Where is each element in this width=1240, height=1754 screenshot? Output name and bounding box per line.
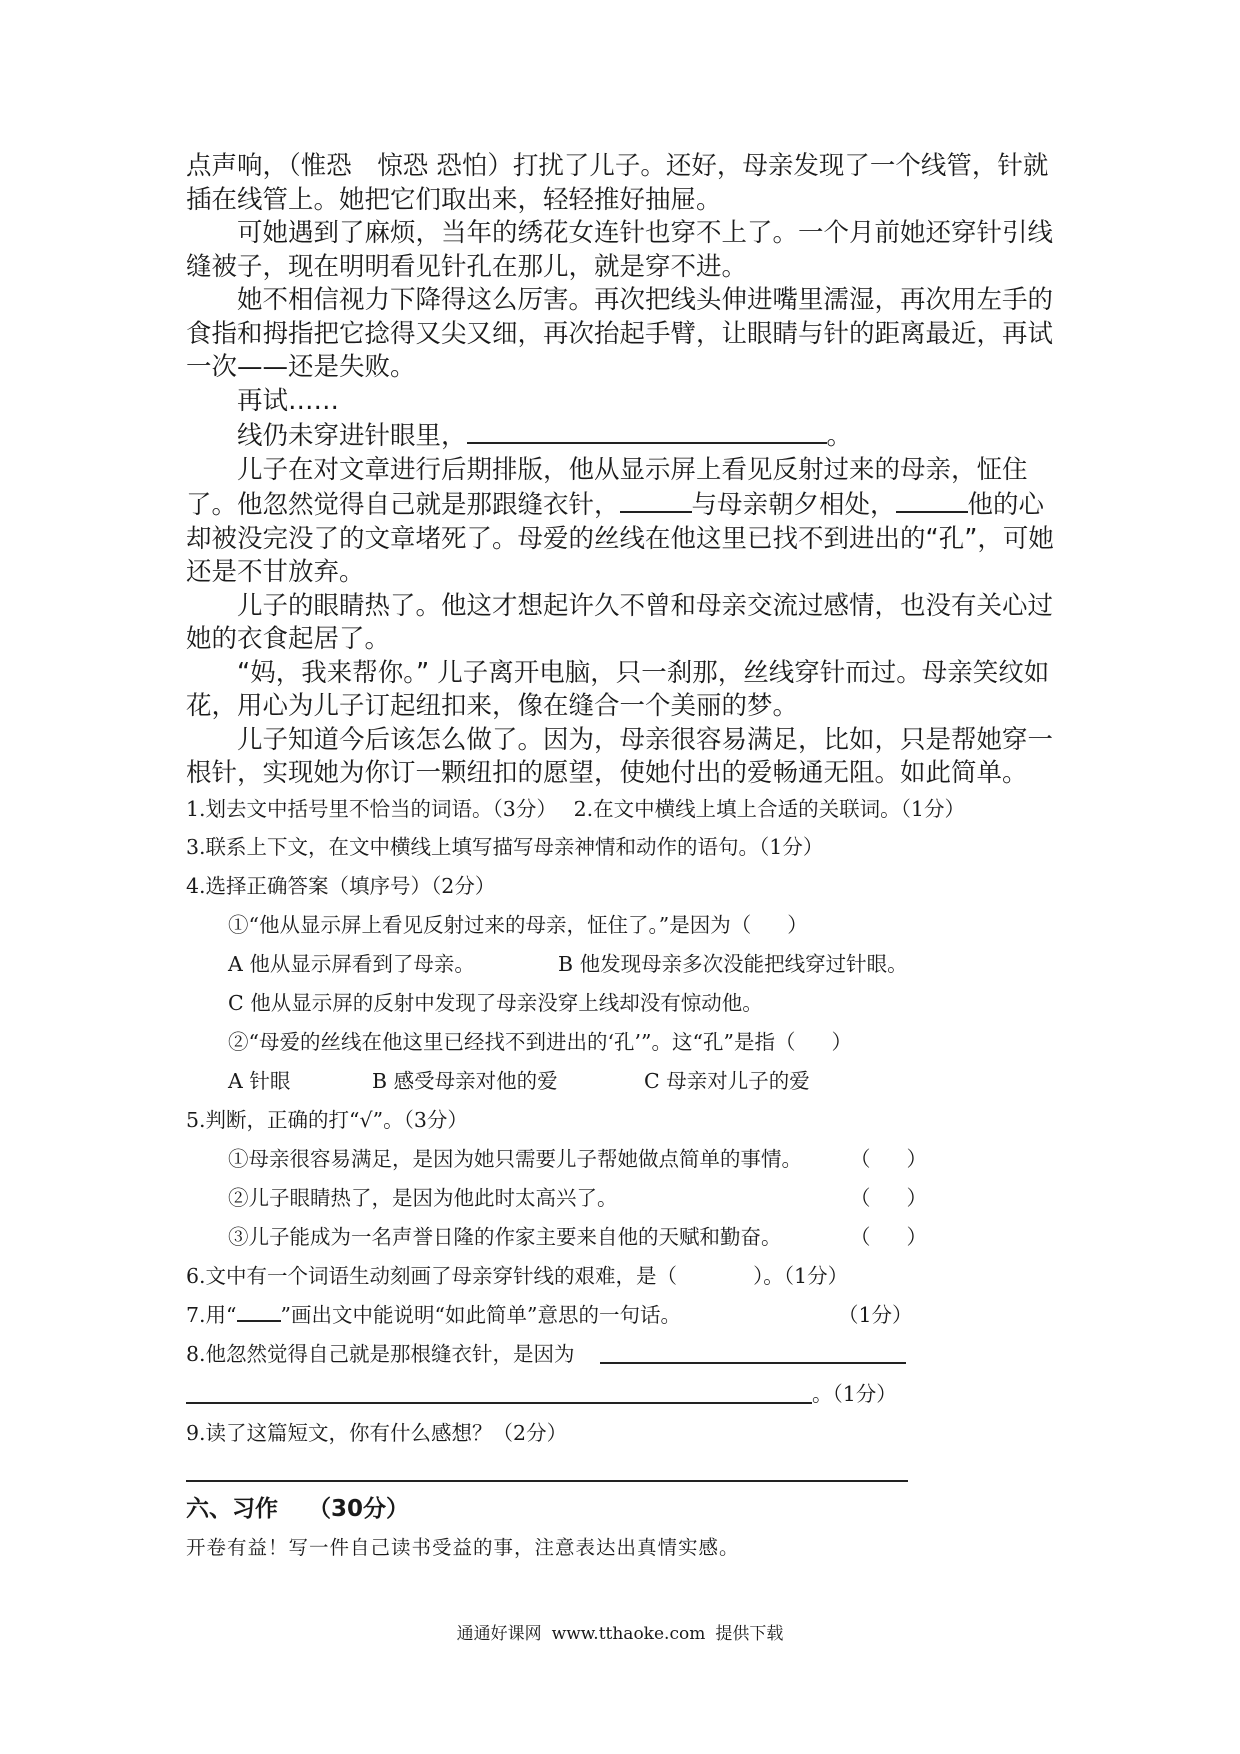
question-5-1: ①母亲很容易满足，是因为她只需要儿子帮她做点简单的事情。 xyxy=(228,1147,802,1171)
site-name: 通通好课网 xyxy=(456,1624,542,1644)
passage-text: 。 xyxy=(826,421,853,451)
section-title: 六、习作 （30分） xyxy=(186,1496,410,1522)
question-8-score: 。（1分） xyxy=(812,1382,897,1406)
question-7: 7.用“ ”画出文中能说明“如此简单”意思的一句话。 xyxy=(186,1303,681,1327)
question-8: 8.他忽然觉得自己就是那根缝衣针，是因为 xyxy=(186,1342,575,1366)
question-4: 4.选择正确答案（填序号）（2分） xyxy=(186,874,496,898)
passage-paragraph-4: 再试…… xyxy=(237,385,340,416)
fill-in-blank-conjunction-1[interactable] xyxy=(620,487,692,513)
passage-paragraph-3: 她不相信视力下降得这么厉害。再次把线头伸进嘴里濡湿，再次用左手的食指和拇指把它捻得又尖又细，再次抬起手臂，让眼睛与针的距离最近，再试一次——还是失败。 xyxy=(186,285,1054,382)
question-1-2: 1.划去文中括号里不恰当的词语。（3分） 2.在文中横线上填上合适的关联词。（1分） xyxy=(186,797,965,821)
passage-paragraph-7: 儿子的眼睛热了。他这才想起许久不曾和母亲交流过感情，也没有关心过她的衣食起居了。 xyxy=(186,590,1054,654)
judge-paren-3[interactable]: （ ） xyxy=(850,1225,927,1249)
question-4-2-option-a: A 针眼 xyxy=(228,1069,291,1093)
passage-text: 儿子在对文章进行后期排版，他从显示屏上看见反射过来的母亲，怔住了。他忽然觉得自己就是那跟缝衣针， xyxy=(186,454,1028,520)
question-4-1-option-a: A 他从显示屏看到了母亲。 xyxy=(228,952,475,976)
passage-paragraph-1: 点声响，（惟恐 惊恐 恐怕）打扰了儿子。还好，母亲发现了一个线管，针就插在线管上。她把它们取出来，轻轻推好抽屉。 xyxy=(186,151,1049,215)
underline-sample xyxy=(237,1302,281,1322)
question-6: 6.文中有一个词语生动刻画了母亲穿针线的艰难，是（ ）。（1分） xyxy=(186,1264,849,1288)
reading-passage xyxy=(186,150,1056,791)
passage-paragraph-5 xyxy=(186,418,1056,454)
question-4-2-option-c: C 母亲对儿子的爱 xyxy=(644,1069,810,1093)
question-4-2: ②“母爱的丝线在他这里已经找不到进出的‘孔’”。这“孔”是指（ ） xyxy=(228,1030,852,1054)
passage-paragraph-2: 可她遇到了麻烦，当年的绣花女连针也穿不上了。一个月前她还穿针引线缝被子，现在明明看见针孔在那儿，就是穿不进。 xyxy=(186,218,1054,282)
answer-line-q9[interactable] xyxy=(186,1480,908,1482)
passage-text: 与母亲朝夕相处， xyxy=(691,490,896,520)
question-4-1-option-b: B 他发现母亲多次没能把线穿过针眼。 xyxy=(558,952,908,976)
question-9: 9.读了这篇短文，你有什么感想？（2分） xyxy=(186,1421,568,1445)
judge-paren-2[interactable]: （ ） xyxy=(850,1186,927,1210)
question-5-2: ②儿子眼睛热了，是因为他此时太高兴了。 xyxy=(228,1186,618,1210)
passage-text: 他的心却被没完没了的文章堵死了。母爱的丝线在他这里已找不到进出的“孔”，可她还是不甘放弃。 xyxy=(186,490,1054,587)
question-4-2-option-b: B 感受母亲对他的爱 xyxy=(372,1069,558,1093)
passage-paragraph-9: 儿子知道今后该怎么做了。因为，母亲很容易满足，比如，只是帮她穿一根针，实现她为你订一颗纽扣的愿望，使她付出的爱畅通无阻。如此简单。 xyxy=(186,724,1054,788)
fill-in-blank-conjunction-2[interactable] xyxy=(896,487,968,513)
question-4-1-option-c: C 他从显示屏的反射中发现了母亲没穿上线却没有惊动他。 xyxy=(228,991,763,1015)
passage-text: 线仍未穿进针眼里， xyxy=(237,421,467,451)
question-7-score: （1分） xyxy=(838,1303,913,1327)
question-5-3: ③儿子能成为一名声誉日隆的作家主要来自他的天赋和勤奋。 xyxy=(228,1225,782,1249)
footer-credit xyxy=(0,1619,1240,1644)
answer-line-q8-2[interactable] xyxy=(186,1402,812,1404)
fill-in-blank-description[interactable] xyxy=(467,418,827,444)
passage-paragraph-8: “妈，我来帮你。” 儿子离开电脑，只一刹那，丝线穿针而过。母亲笑纹如花，用心为儿子订起纽扣来，像在缝合一个美丽的梦。 xyxy=(186,657,1050,721)
site-url[interactable]: www.tthaoke.com xyxy=(551,1624,706,1644)
question-3: 3.联系上下文，在文中横线上填写描写母亲神情和动作的语句。（1分） xyxy=(186,835,824,859)
judge-paren-1[interactable]: （ ） xyxy=(850,1147,927,1171)
question-5: 5.判断，正确的打“√”。（3分） xyxy=(186,1108,468,1132)
download-note: 提供下载 xyxy=(715,1624,784,1644)
passage-paragraph-6 xyxy=(186,454,1056,590)
answer-line-q8-1[interactable] xyxy=(600,1362,906,1364)
question-4-1: ①“他从显示屏上看见反射过来的母亲，怔住了。”是因为（ ） xyxy=(228,913,808,937)
composition-prompt: 开卷有益！写一件自己读书受益的事，注意表达出真情实感。 xyxy=(186,1536,740,1559)
